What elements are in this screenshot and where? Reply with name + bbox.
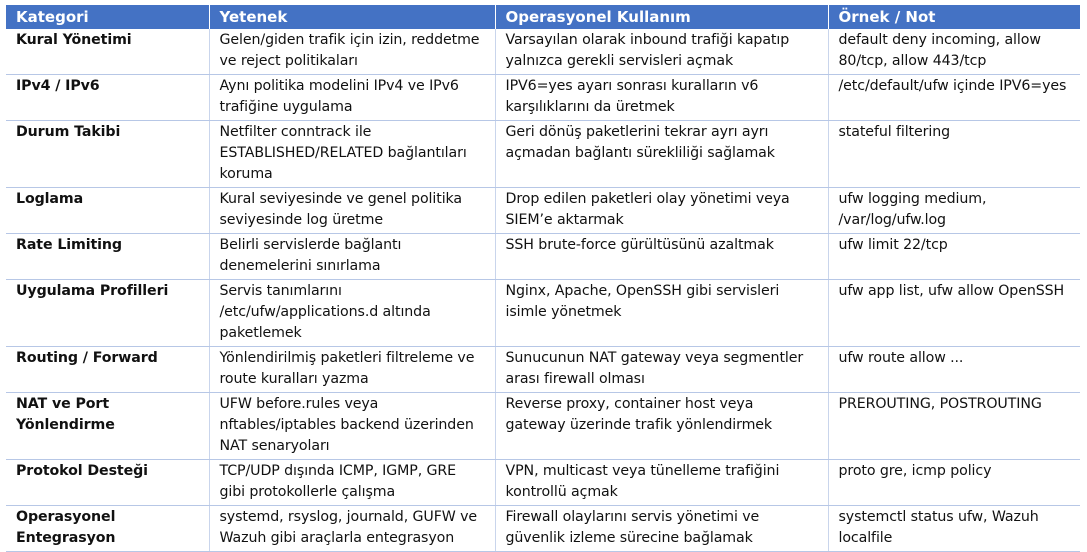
column-header-operasyonel-kullanim: Operasyonel Kullanım bbox=[495, 5, 828, 29]
cell-ornek-not: ufw limit 22/tcp bbox=[828, 234, 1080, 280]
cell-ornek-not: /etc/default/ufw içinde IPV6=yes bbox=[828, 75, 1080, 121]
table-row bbox=[6, 234, 1080, 280]
column-header-yetenek: Yetenek bbox=[209, 5, 495, 29]
cell-yetenek: Netfilter conntrack ile ESTABLISHED/RELATED bağlantıları koruma bbox=[209, 121, 495, 188]
table-row bbox=[6, 460, 1080, 506]
cell-ornek-not: ufw logging medium, /var/log/ufw.log bbox=[828, 188, 1080, 234]
table-row bbox=[6, 121, 1080, 188]
column-header-ornek-not: Örnek / Not bbox=[828, 5, 1080, 29]
cell-ornek-not: ufw route allow ... bbox=[828, 347, 1080, 393]
table-row bbox=[6, 393, 1080, 460]
cell-yetenek: Gelen/giden trafik için izin, reddetme ve reject politikaları bbox=[209, 29, 495, 75]
table-row bbox=[6, 280, 1080, 347]
cell-kategori: Durum Takibi bbox=[6, 121, 209, 188]
cell-kategori: Uygulama Profilleri bbox=[6, 280, 209, 347]
cell-operasyonel-kullanim: Firewall olaylarını servis yönetimi ve güvenlik izleme sürecine bağlamak bbox=[495, 506, 828, 552]
cell-yetenek: Kural seviyesinde ve genel politika seviyesinde log üretme bbox=[209, 188, 495, 234]
cell-operasyonel-kullanim: SSH brute-force gürültüsünü azaltmak bbox=[495, 234, 828, 280]
cell-yetenek: UFW before.rules veya nftables/iptables backend üzerinden NAT senaryoları bbox=[209, 393, 495, 460]
cell-operasyonel-kullanim: Drop edilen paketleri olay yönetimi veya SIEM’e aktarmak bbox=[495, 188, 828, 234]
column-header-kategori: Kategori bbox=[6, 5, 209, 29]
cell-operasyonel-kullanim: Reverse proxy, container host veya gateway üzerinde trafik yönlendirmek bbox=[495, 393, 828, 460]
cell-yetenek: Yönlendirilmiş paketleri filtreleme ve route kuralları yazma bbox=[209, 347, 495, 393]
cell-ornek-not: PREROUTING, POSTROUTING bbox=[828, 393, 1080, 460]
cell-kategori: Rate Limiting bbox=[6, 234, 209, 280]
cell-ornek-not: ufw app list, ufw allow OpenSSH bbox=[828, 280, 1080, 347]
cell-kategori: Routing / Forward bbox=[6, 347, 209, 393]
cell-yetenek: systemd, rsyslog, journald, GUFW ve Wazuh gibi araçlarla entegrasyon bbox=[209, 506, 495, 552]
cell-ornek-not: default deny incoming, allow 80/tcp, allow 443/tcp bbox=[828, 29, 1080, 75]
table-row bbox=[6, 75, 1080, 121]
table-row bbox=[6, 188, 1080, 234]
cell-kategori: Operasyonel Entegrasyon bbox=[6, 506, 209, 552]
cell-operasyonel-kullanim: Geri dönüş paketlerini tekrar ayrı ayrı açmadan bağlantı sürekliliği sağlamak bbox=[495, 121, 828, 188]
cell-operasyonel-kullanim: Sunucunun NAT gateway veya segmentler arası firewall olması bbox=[495, 347, 828, 393]
feature-table bbox=[6, 5, 1080, 552]
table-header-row bbox=[6, 5, 1080, 29]
cell-operasyonel-kullanim: Varsayılan olarak inbound trafiği kapatıp yalnızca gerekli servisleri açmak bbox=[495, 29, 828, 75]
cell-operasyonel-kullanim: Nginx, Apache, OpenSSH gibi servisleri isimle yönetmek bbox=[495, 280, 828, 347]
cell-yetenek: Aynı politika modelini IPv4 ve IPv6 trafiğine uygulama bbox=[209, 75, 495, 121]
table-row bbox=[6, 347, 1080, 393]
cell-operasyonel-kullanim: VPN, multicast veya tünelleme trafiğini kontrollü açmak bbox=[495, 460, 828, 506]
cell-operasyonel-kullanim: IPV6=yes ayarı sonrası kuralların v6 karşılıklarını da üretmek bbox=[495, 75, 828, 121]
cell-kategori: Kural Yönetimi bbox=[6, 29, 209, 75]
table-row bbox=[6, 29, 1080, 75]
cell-yetenek: Servis tanımlarını /etc/ufw/applications.d altında paketlemek bbox=[209, 280, 495, 347]
cell-ornek-not: systemctl status ufw, Wazuh localfile bbox=[828, 506, 1080, 552]
cell-yetenek: Belirli servislerde bağlantı denemelerini sınırlama bbox=[209, 234, 495, 280]
cell-ornek-not: proto gre, icmp policy bbox=[828, 460, 1080, 506]
table-row bbox=[6, 506, 1080, 552]
cell-ornek-not: stateful filtering bbox=[828, 121, 1080, 188]
cell-kategori: IPv4 / IPv6 bbox=[6, 75, 209, 121]
cell-kategori: Loglama bbox=[6, 188, 209, 234]
cell-kategori: Protokol Desteği bbox=[6, 460, 209, 506]
cell-yetenek: TCP/UDP dışında ICMP, IGMP, GRE gibi protokollerle çalışma bbox=[209, 460, 495, 506]
cell-kategori: NAT ve Port Yönlendirme bbox=[6, 393, 209, 460]
